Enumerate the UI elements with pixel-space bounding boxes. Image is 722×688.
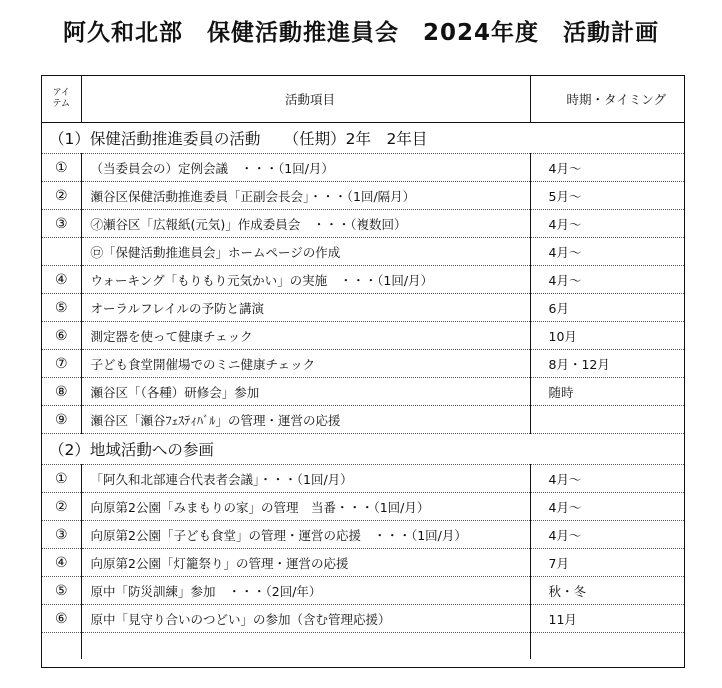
header-item-no-line1: アイ: [52, 88, 70, 98]
item-number: ⑥: [42, 322, 81, 350]
activity-timing: 4月～: [530, 154, 684, 182]
activity-item: ㋑瀬谷区「広報紙(元気)」作成委員会 ・・・（複数回）: [81, 210, 530, 238]
activity-item: ウォーキング「もりもり元気かい」の実施 ・・・（1回/月）: [81, 266, 530, 294]
table-row: [42, 210, 684, 238]
item-number: ④: [42, 549, 81, 577]
activity-timing: 8月・12月: [530, 350, 684, 378]
item-number: ③: [42, 521, 81, 549]
empty-row: [42, 633, 684, 660]
activity-timing: 4月～: [530, 266, 684, 294]
table-row: [42, 182, 684, 210]
activity-item: 瀬谷区「（各種）研修会」参加: [81, 378, 530, 406]
header-item-no-line2: テム: [52, 99, 71, 109]
header-timing: 時期・タイミング: [530, 76, 684, 123]
table-row: [42, 406, 684, 434]
activity-timing: 秋・冬: [530, 577, 684, 605]
item-number: ⑤: [42, 294, 81, 322]
header-item-no: [42, 76, 81, 123]
table-row: [42, 605, 684, 633]
item-number: ⑨: [42, 406, 81, 434]
table-row: [42, 521, 684, 549]
activity-item: 向原第2公園「子ども食堂」の管理・運営の応援 ・・・（1回/月）: [81, 521, 530, 549]
activity-item: オーラルフレイルの予防と講演: [81, 294, 530, 322]
activity-item: 原中「防災訓練」参加 ・・・（2回/年）: [81, 577, 530, 605]
header-activity: 活動項目: [81, 76, 530, 123]
activity-item: 向原第2公園「灯籠祭り」の管理・運営の応援: [81, 549, 530, 577]
activity-item: （当委員会の）定例会議 ・・・（1回/月）: [81, 154, 530, 182]
table-row: [42, 378, 684, 406]
table-row: [42, 493, 684, 521]
section-row: [42, 434, 684, 465]
item-number: ④: [42, 266, 81, 294]
item-number: ②: [42, 493, 81, 521]
item-number: [42, 238, 81, 266]
activity-timing: 7月: [530, 549, 684, 577]
activity-timing: [530, 406, 684, 434]
activity-item: 原中「見守り合いのつどい」の参加（含む管理応援）: [81, 605, 530, 633]
activity-timing: 6月: [530, 294, 684, 322]
empty-cell: [81, 633, 530, 660]
table-row: [42, 322, 684, 350]
item-number: ⑥: [42, 605, 81, 633]
activity-item: 測定器を使って健康チェック: [81, 322, 530, 350]
item-number: ①: [42, 154, 81, 182]
item-number: ⑦: [42, 350, 81, 378]
table-row: [42, 266, 684, 294]
activity-item: 子ども食堂開催場でのミニ健康チェック: [81, 350, 530, 378]
activity-item: 瀬谷区「瀬谷ﾌｪｽﾃｨﾊﾞﾙ」の管理・運営の応援: [81, 406, 530, 434]
activity-timing: 5月～: [530, 182, 684, 210]
item-number: ③: [42, 210, 81, 238]
section-row: [42, 123, 684, 154]
table-row: [42, 549, 684, 577]
activity-timing: 随時: [530, 378, 684, 406]
item-number: ⑧: [42, 378, 81, 406]
activity-item: 向原第2公園「みまもりの家」の管理 当番・・・（1回/月）: [81, 493, 530, 521]
empty-cell: [530, 633, 684, 660]
section-heading: （2）地域活動への参画: [42, 434, 684, 465]
table-row: [42, 238, 684, 266]
activity-timing: 4月～: [530, 493, 684, 521]
activity-item: 「阿久和北部連合代表者会議」・・・（1回/月）: [81, 465, 530, 493]
activity-timing: 4月～: [530, 210, 684, 238]
page-title: 阿久和北部 保健活動推進員会 2024年度 活動計画: [62, 20, 659, 46]
table-header-row: [42, 76, 684, 123]
table-row: [42, 465, 684, 493]
item-number: ②: [42, 182, 81, 210]
activity-item: ㋺「保健活動推進員会」ホームページの作成: [81, 238, 530, 266]
activity-plan-table: [41, 75, 685, 668]
table-row: [42, 577, 684, 605]
activity-item: 瀬谷区保健活動推進委員「正副会長会」・・・（1回/隔月）: [81, 182, 530, 210]
item-number: ⑤: [42, 577, 81, 605]
empty-cell: [42, 633, 81, 660]
activity-timing: 4月～: [530, 238, 684, 266]
section-heading: （1）保健活動推進委員の活動 （任期）2年 2年目: [42, 123, 684, 154]
table-row: [42, 294, 684, 322]
activity-timing: 11月: [530, 605, 684, 633]
item-number: ①: [42, 465, 81, 493]
activity-timing: 4月～: [530, 521, 684, 549]
activity-timing: 10月: [530, 322, 684, 350]
table-row: [42, 154, 684, 182]
activity-timing: 4月～: [530, 465, 684, 493]
table-row: [42, 350, 684, 378]
